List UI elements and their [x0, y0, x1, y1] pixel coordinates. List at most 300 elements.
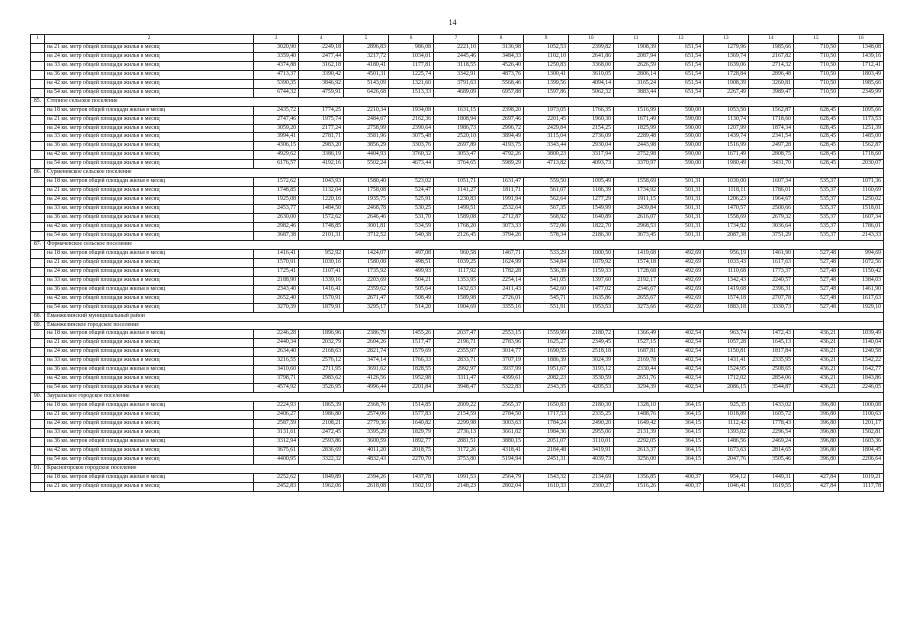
value-cell: 3707,19: [479, 357, 524, 366]
value-cell: 4673,44: [389, 160, 434, 169]
value-cell: 1717,53: [524, 411, 569, 420]
table-row: [31, 303, 884, 312]
table-row: [31, 61, 884, 70]
value-cell: 2051,07: [524, 437, 569, 446]
table-row: [31, 43, 884, 52]
value-cell: 499,93: [389, 267, 434, 276]
value-cell: 1030,16: [299, 258, 344, 267]
value-cell: 2439,84: [614, 205, 659, 214]
row-index-cell: [31, 384, 45, 393]
value-cell: 535,37: [794, 231, 839, 240]
value-cell: 568,92: [524, 214, 569, 223]
value-cell: 2246,05: [839, 384, 884, 393]
value-cell: 1768,20: [434, 223, 479, 232]
value-cell: 4011,20: [344, 446, 389, 455]
row-label: на 24 кв. метр общей площади жилья в месяц: [45, 52, 254, 61]
row-label: на 54 кв. метр общей площади жилья в месяц: [45, 160, 254, 169]
value-cell: 2018,75: [389, 446, 434, 455]
value-cell: 498,51: [389, 258, 434, 267]
value-cell: 2435,72: [254, 106, 299, 115]
value-cell: 436,21: [794, 339, 839, 348]
value-cell: 1607,34: [839, 214, 884, 223]
value-cell: 5989,29: [479, 160, 524, 169]
row-index-cell: [31, 223, 45, 232]
value-cell: 3020,90: [254, 43, 299, 52]
value-cell: 2808,75: [749, 151, 794, 160]
row-index-cell: [31, 178, 45, 187]
value-cell: 1671,49: [614, 115, 659, 124]
value-cell: 1570,91: [254, 258, 299, 267]
value-cell: 3395,29: [344, 428, 389, 437]
value-cell: 1132,04: [299, 187, 344, 196]
value-cell: 4526,40: [479, 61, 524, 70]
value-cell: 3256,00: [614, 455, 659, 464]
row-index-cell: [31, 348, 45, 357]
row-label: на 24 кв. метр общей площади жилья в месяц: [45, 267, 254, 276]
value-cell: 2992,97: [434, 366, 479, 375]
value-cell: 2341,54: [749, 133, 794, 142]
value-cell: 3880,15: [479, 437, 524, 446]
row-index-cell: [31, 106, 45, 115]
row-index-cell: [31, 285, 45, 294]
value-cell: 1502,81: [839, 428, 884, 437]
value-cell: 501,31: [659, 214, 704, 223]
value-cell: 1808,94: [434, 115, 479, 124]
row-index-cell: [31, 437, 45, 446]
value-cell: 2711,95: [299, 366, 344, 375]
value-cell: 1321,60: [389, 79, 434, 88]
value-cell: 2806,14: [614, 70, 659, 79]
value-cell: 2126,45: [434, 231, 479, 240]
value-cell: 1911,15: [614, 196, 659, 205]
column-number: 11: [614, 35, 659, 44]
row-index-cell: [31, 473, 45, 482]
value-cell: 651,54: [659, 70, 704, 79]
row-index-cell: [31, 142, 45, 151]
value-cell: 1201,17: [839, 419, 884, 428]
section-row: [31, 321, 884, 330]
value-cell: 542,60: [524, 285, 569, 294]
value-cell: 1141,27: [434, 187, 479, 196]
section-name: Сурменевское сельское поселение: [45, 169, 884, 178]
value-cell: 2368,76: [344, 402, 389, 411]
value-cell: 1951,67: [524, 366, 569, 375]
value-cell: 492,69: [659, 267, 704, 276]
value-cell: 2254,14: [479, 276, 524, 285]
value-cell: 4713,82: [524, 160, 569, 169]
value-cell: 1986,80: [299, 411, 344, 420]
value-cell: 396,80: [794, 411, 839, 420]
section-index: 90.: [31, 393, 45, 402]
value-cell: 1437,78: [389, 473, 434, 482]
value-cell: 4093,73: [569, 160, 614, 169]
row-label: на 54 кв. метр общей площади жилья в месяц: [45, 455, 254, 464]
value-cell: 2203,69: [344, 276, 389, 285]
value-cell: 527,48: [794, 285, 839, 294]
value-cell: 1527,15: [614, 339, 659, 348]
value-cell: 2564,79: [479, 473, 524, 482]
value-cell: 3312,94: [254, 437, 299, 446]
value-cell: 2246,28: [254, 330, 299, 339]
column-number: 10: [569, 35, 614, 44]
value-cell: 2224,93: [254, 402, 299, 411]
value-cell: 4873,76: [479, 70, 524, 79]
row-label: на 42 кв. метр общей площади жилья в месяц: [45, 79, 254, 88]
value-cell: 396,80: [794, 428, 839, 437]
row-label: на 54 кв. метр общей площади жилья в месяц: [45, 88, 254, 97]
value-cell: 1558,69: [704, 214, 749, 223]
value-cell: 2406,27: [254, 411, 299, 420]
value-cell: 1502,19: [389, 482, 434, 491]
value-cell: 2167,82: [749, 52, 794, 61]
value-cell: 1100,63: [839, 411, 884, 420]
row-index-cell: [31, 151, 45, 160]
row-index-cell: [31, 88, 45, 97]
value-cell: 2101,31: [299, 231, 344, 240]
value-cell: 561,07: [524, 187, 569, 196]
value-cell: 2593,86: [299, 437, 344, 446]
value-cell: 3073,33: [479, 223, 524, 232]
value-cell: 436,21: [794, 375, 839, 384]
value-cell: 1339,16: [299, 276, 344, 285]
value-cell: 1952,98: [389, 375, 434, 384]
value-cell: 1712,41: [839, 61, 884, 70]
row-label: на 21 кв. метр общей площади жилья в месяц: [45, 43, 254, 52]
row-label: на 24 кв. метр общей площади жилья в месяц: [45, 124, 254, 133]
value-cell: 1328,10: [614, 402, 659, 411]
value-cell: 1748,85: [299, 223, 344, 232]
value-cell: 505,64: [389, 285, 434, 294]
value-cell: 4205,53: [569, 384, 614, 393]
value-cell: 400,37: [659, 473, 704, 482]
value-cell: 530,25: [389, 205, 434, 214]
value-cell: 1782,28: [479, 267, 524, 276]
table-row: [31, 366, 884, 375]
value-cell: 1559,99: [524, 330, 569, 339]
value-cell: 402,54: [659, 375, 704, 384]
value-cell: 3136,98: [479, 43, 524, 52]
value-cell: 2616,07: [614, 214, 659, 223]
value-cell: 1825,99: [614, 124, 659, 133]
value-cell: 1773,37: [749, 267, 794, 276]
table-row: [31, 196, 884, 205]
value-cell: 3359,40: [254, 52, 299, 61]
column-number: 13: [704, 35, 749, 44]
value-cell: 651,54: [659, 43, 704, 52]
value-cell: 531,70: [389, 214, 434, 223]
value-cell: 497,08: [389, 249, 434, 258]
value-cell: 3894,49: [479, 133, 524, 142]
value-cell: 2143,33: [839, 231, 884, 240]
value-cell: 590,00: [659, 124, 704, 133]
value-cell: 1904,69: [434, 303, 479, 312]
table-row: [31, 223, 884, 232]
table-row: [31, 455, 884, 464]
value-cell: 2134,69: [569, 473, 614, 482]
value-cell: 2452,83: [254, 482, 299, 491]
value-cell: 3856,29: [344, 142, 389, 151]
value-cell: 533,29: [524, 249, 569, 258]
value-cell: 1562,87: [749, 106, 794, 115]
value-cell: 1607,34: [749, 178, 794, 187]
value-cell: 1886,39: [524, 357, 569, 366]
value-cell: 1589,98: [434, 294, 479, 303]
row-label: на 18 кв. метров общей площади жилья в месяц: [45, 178, 254, 187]
value-cell: 1250,02: [839, 196, 884, 205]
value-cell: 1929,10: [839, 303, 884, 312]
value-cell: 1786,01: [839, 223, 884, 232]
value-cell: 1908,39: [704, 79, 749, 88]
column-number: 1: [31, 35, 45, 44]
column-number: 12: [659, 35, 704, 44]
value-cell: 1516,26: [614, 482, 659, 491]
value-cell: 1107,41: [299, 267, 344, 276]
value-cell: 1079,92: [569, 258, 614, 267]
value-cell: 501,31: [659, 205, 704, 214]
value-cell: 3474,14: [344, 357, 389, 366]
row-label: на 24 кв. метр общей площади жилья в месяц: [45, 419, 254, 428]
row-label: на 36 кв. метров общей площади жилья в месяц: [45, 437, 254, 446]
value-cell: 3172,26: [434, 446, 479, 455]
column-number: 7: [434, 35, 479, 44]
row-label: на 33 кв. метр общей площади жилья в месяц: [45, 357, 254, 366]
value-cell: 364,15: [659, 411, 704, 420]
value-cell: 2707,78: [749, 294, 794, 303]
value-cell: 3001,81: [344, 223, 389, 232]
row-index-cell: [31, 249, 45, 258]
value-cell: 436,21: [794, 366, 839, 375]
value-cell: 3994,41: [254, 133, 299, 142]
value-cell: 535,37: [794, 178, 839, 187]
table-row: [31, 348, 884, 357]
value-cell: 364,15: [659, 402, 704, 411]
value-cell: 1173,53: [839, 115, 884, 124]
value-cell: 1177,81: [389, 61, 434, 70]
value-cell: 523,02: [389, 178, 434, 187]
value-cell: 2784,50: [479, 411, 524, 420]
row-index-cell: [31, 303, 45, 312]
section-name: Еманжелинский муниципальный район: [45, 312, 884, 321]
value-cell: 1348,08: [839, 43, 884, 52]
value-cell: 2497,28: [749, 142, 794, 151]
value-cell: 402,54: [659, 366, 704, 375]
value-cell: 2726,01: [479, 294, 524, 303]
value-cell: 1843,86: [839, 375, 884, 384]
value-cell: 1577,83: [389, 411, 434, 420]
value-cell: 6957,88: [479, 88, 524, 97]
value-cell: 1570,91: [299, 294, 344, 303]
value-cell: 2398,20: [479, 106, 524, 115]
value-cell: 1934,08: [389, 106, 434, 115]
value-cell: 3948,47: [434, 384, 479, 393]
column-number: 6: [389, 35, 434, 44]
value-cell: 3846,92: [299, 79, 344, 88]
value-cell: 1384,03: [839, 276, 884, 285]
value-cell: 3484,33: [479, 52, 524, 61]
value-cell: 527,48: [794, 249, 839, 258]
value-cell: 2655,67: [614, 294, 659, 303]
value-cell: 2983,20: [299, 142, 344, 151]
table-row: [31, 411, 884, 420]
row-index-cell: [31, 482, 45, 491]
value-cell: 3330,73: [749, 303, 794, 312]
value-cell: 2518,18: [569, 348, 614, 357]
row-index-cell: [31, 231, 45, 240]
value-cell: 710,50: [794, 52, 839, 61]
value-cell: 514,20: [389, 303, 434, 312]
value-cell: 1279,96: [704, 43, 749, 52]
value-cell: 2802,04: [479, 482, 524, 491]
section-row: [31, 169, 884, 178]
value-cell: 3317,94: [569, 151, 614, 160]
value-cell: 2652,40: [254, 294, 299, 303]
table-row: [31, 151, 884, 160]
value-cell: 2618,08: [344, 482, 389, 491]
row-index-cell: [31, 402, 45, 411]
value-cell: 2386,79: [344, 330, 389, 339]
value-cell: 535,37: [794, 187, 839, 196]
value-cell: 710,50: [794, 43, 839, 52]
value-cell: 3753,80: [434, 455, 479, 464]
value-cell: 1640,89: [569, 214, 614, 223]
table-row: [31, 473, 884, 482]
value-cell: 3294,39: [614, 384, 659, 393]
value-cell: 1300,41: [524, 70, 569, 79]
value-cell: 2032,79: [299, 339, 344, 348]
value-cell: 2168,63: [299, 348, 344, 357]
value-cell: 1033,43: [704, 258, 749, 267]
value-cell: 1353,95: [434, 276, 479, 285]
row-index-cell: [31, 187, 45, 196]
value-cell: 396,80: [794, 437, 839, 446]
value-cell: 1117,92: [434, 267, 479, 276]
value-cell: 6426,68: [344, 88, 389, 97]
value-cell: 2930,04: [569, 142, 614, 151]
value-cell: 1896,96: [299, 330, 344, 339]
value-cell: 1642,77: [839, 366, 884, 375]
value-cell: 3764,65: [434, 160, 479, 169]
value-cell: 525,91: [389, 196, 434, 205]
value-cell: 2047,76: [704, 455, 749, 464]
value-cell: 1220,16: [299, 196, 344, 205]
value-cell: 2154,59: [434, 411, 479, 420]
row-label: на 36 кв. метр общей площади жилья в месяц: [45, 142, 254, 151]
value-cell: 492,69: [659, 258, 704, 267]
section-index: 91.: [31, 464, 45, 473]
value-cell: 501,31: [659, 178, 704, 187]
value-cell: 2783,96: [479, 339, 524, 348]
value-cell: 1734,92: [704, 223, 749, 232]
row-label: на 18 кв. метров общей площади жилья в месяц: [45, 330, 254, 339]
value-cell: 1516,99: [614, 106, 659, 115]
value-cell: 2154,25: [569, 124, 614, 133]
value-cell: 1562,87: [839, 142, 884, 151]
value-cell: 6176,57: [254, 160, 299, 169]
value-cell: 1624,99: [479, 258, 524, 267]
value-cell: 2330,44: [614, 366, 659, 375]
row-label: на 18 кв. метров общей площади жилья в месяц: [45, 402, 254, 411]
value-cell: 492,69: [659, 249, 704, 258]
value-cell: 402,54: [659, 339, 704, 348]
value-cell: 628,45: [794, 142, 839, 151]
value-cell: 3024,39: [569, 357, 614, 366]
value-cell: 3216,55: [254, 357, 299, 366]
value-cell: 402,54: [659, 330, 704, 339]
row-index-cell: [31, 258, 45, 267]
value-cell: 1973,05: [524, 106, 569, 115]
value-cell: 2712,87: [479, 214, 524, 223]
value-cell: 501,31: [659, 187, 704, 196]
value-cell: 4306,15: [254, 142, 299, 151]
value-cell: 402,54: [659, 384, 704, 393]
value-cell: 2210,34: [344, 106, 389, 115]
value-cell: 1619,55: [749, 482, 794, 491]
value-cell: 1455,26: [389, 330, 434, 339]
value-cell: 1517,47: [389, 339, 434, 348]
value-cell: 436,21: [794, 348, 839, 357]
tariff-table: [30, 34, 884, 492]
value-cell: 1057,28: [704, 339, 749, 348]
value-cell: 1874,34: [749, 124, 794, 133]
value-cell: 4374,88: [254, 61, 299, 70]
value-cell: 1580,00: [344, 258, 389, 267]
table-row: [31, 160, 884, 169]
value-cell: 2087,38: [704, 231, 749, 240]
value-cell: 1419,68: [704, 285, 749, 294]
row-label: на 18 кв. метров общей площади жилья в месяц: [45, 249, 254, 258]
value-cell: 3610,05: [569, 70, 614, 79]
value-cell: 2390,64: [389, 124, 434, 133]
row-index-cell: [31, 446, 45, 455]
value-cell: 1985,66: [839, 79, 884, 88]
value-cell: 4094,14: [569, 79, 614, 88]
row-index-cell: [31, 133, 45, 142]
value-cell: 1018,89: [704, 411, 749, 420]
table-row: [31, 133, 884, 142]
row-index-cell: [31, 79, 45, 88]
value-cell: 1673,63: [704, 446, 749, 455]
column-number: 2: [45, 35, 254, 44]
table-row: [31, 214, 884, 223]
value-cell: 954,12: [704, 473, 749, 482]
table-row: [31, 294, 884, 303]
value-cell: 534,59: [389, 223, 434, 232]
value-cell: 1784,24: [524, 419, 569, 428]
value-cell: 535,37: [794, 214, 839, 223]
table-row: [31, 231, 884, 240]
value-cell: 3131,61: [254, 428, 299, 437]
row-index-cell: [31, 339, 45, 348]
value-cell: 4759,91: [299, 88, 344, 97]
value-cell: 1095,66: [839, 106, 884, 115]
value-cell: 492,69: [659, 285, 704, 294]
value-cell: 1828,55: [389, 366, 434, 375]
value-cell: 1461,90: [749, 249, 794, 258]
row-label: на 21 кв. метр общей площади жилья в месяц: [45, 339, 254, 348]
value-cell: 436,21: [794, 330, 839, 339]
value-cell: 5390,35: [254, 79, 299, 88]
table-row: [31, 106, 884, 115]
value-cell: 1416,41: [299, 285, 344, 294]
value-cell: 4318,41: [479, 446, 524, 455]
value-cell: 4713,37: [254, 70, 299, 79]
row-index-cell: [31, 70, 45, 79]
value-cell: 2469,24: [749, 437, 794, 446]
value-cell: 402,54: [659, 348, 704, 357]
column-number: 9: [524, 35, 569, 44]
value-cell: 1935,75: [344, 196, 389, 205]
row-index-cell: [31, 115, 45, 124]
